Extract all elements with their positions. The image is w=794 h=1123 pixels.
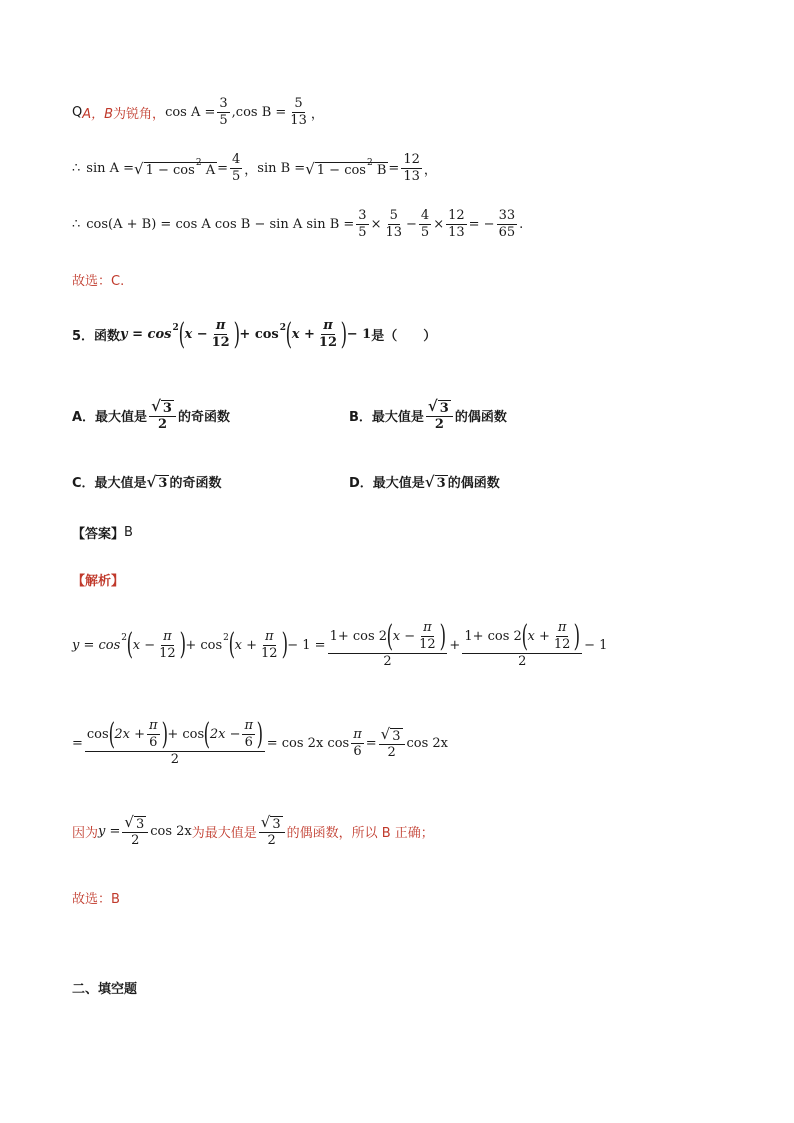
line-1: Q A，B 为锐角， cos A = $\frac{3}{5}$ ,cos B = $\frac{5}{13}$ ， (72, 96, 324, 128)
big-fraction-2: 1+ cos 2 ( x + $\frac{\pi}{12}$ ) 2 (464, 618, 581, 669)
choice-b: 故选：B (72, 892, 120, 907)
fraction-5-13: $\frac{5}{13}$ (290, 96, 307, 128)
line-3: ∴ cos(A + B) = cos A cos B − sin A sin B = $\frac{3}{5}$ × $\frac{5}{13}$ − $\frac{4}{5}$ × $\frac{12}{13}$ = − $\frac{33}{65}$ . (72, 208, 524, 240)
option-d[interactable]: D．最大值是 √ 3 的偶函数 (349, 472, 500, 491)
big-fraction-1: 1+ cos 2 ( x − $\frac{\pi}{12}$ ) 2 (329, 618, 446, 669)
option-a[interactable]: A．最大值是 √ 3 2 的奇函数 (72, 397, 230, 432)
fraction-4-5: $\frac{4}{5}$ (231, 152, 241, 184)
fraction-12-13: $\frac{12}{13}$ (403, 152, 420, 184)
since-symbol: Q (72, 105, 83, 120)
acute-text: 为锐角， (113, 107, 166, 122)
analysis-label: 【解析】 (72, 574, 125, 589)
cos-sum-expression: cos(A + B) = cos A cos B − sin A sin B = (86, 217, 355, 232)
cosB-label: ,cos B = (231, 105, 287, 120)
cosA-label: cos A = (165, 105, 216, 120)
fraction-3-5: $\frac{3}{5}$ (219, 96, 228, 128)
solution-line-2: = cos ( 2x + $\frac{\pi}{6}$ ) + cos ( 2x − $\frac{\pi}{6}$ ) 2 = cos 2x cos $\frac{\pi}{6}$ = √ 3 2 cos 2x (72, 716, 449, 767)
angles-ab: A，B (82, 107, 114, 122)
solution-line-1: y = cos 2 ( x − $\frac{\pi}{12}$ ) + cos 2 ( x + $\frac{\pi}{12}$ ) − 1 = 1+ cos 2 ( x − $\frac{\pi}{12}$ ) 2 + 1+ cos 2 ( x + $\frac{\pi}{12}$ ) 2 − 1 (72, 618, 608, 669)
line-2: ∴ sin A = √ 1 − cos 2 A = $\frac{4}{5}$ ， sin B = √ 1 − cos 2 B = $\frac{12}{13}$ ， (72, 152, 437, 184)
answer: 【答案】 B (72, 525, 133, 542)
big-fraction-3: cos ( 2x + $\frac{\pi}{6}$ ) + cos ( 2x − $\frac{\pi}{6}$ ) 2 (86, 716, 264, 767)
option-c[interactable]: C．最大值是 √ 3 的奇函数 (72, 472, 222, 491)
question-5: 5．函数 y = cos 2 ( x − $\frac{\pi}{12}$ ) + cos 2 ( x + $\frac{\pi}{12}$ ) − 1 是（ ） (72, 316, 437, 352)
conclusion: 因为 y = √ 3 2 cos 2x 为最大值是 √ 3 2 的偶函数，所以 B 正确； (72, 813, 434, 848)
sqrt-1-cos2A: √ 1 − cos 2 A (134, 157, 216, 178)
option-b[interactable]: B．最大值是 √ 3 2 的偶函数 (349, 397, 507, 432)
sqrt-1-cos2B: √ 1 − cos 2 B (305, 157, 387, 178)
therefore-symbol: ∴ (72, 161, 81, 176)
section-heading-fill-in: 二、填空题 (72, 982, 138, 997)
choice-c: 故选：C. (72, 274, 125, 289)
